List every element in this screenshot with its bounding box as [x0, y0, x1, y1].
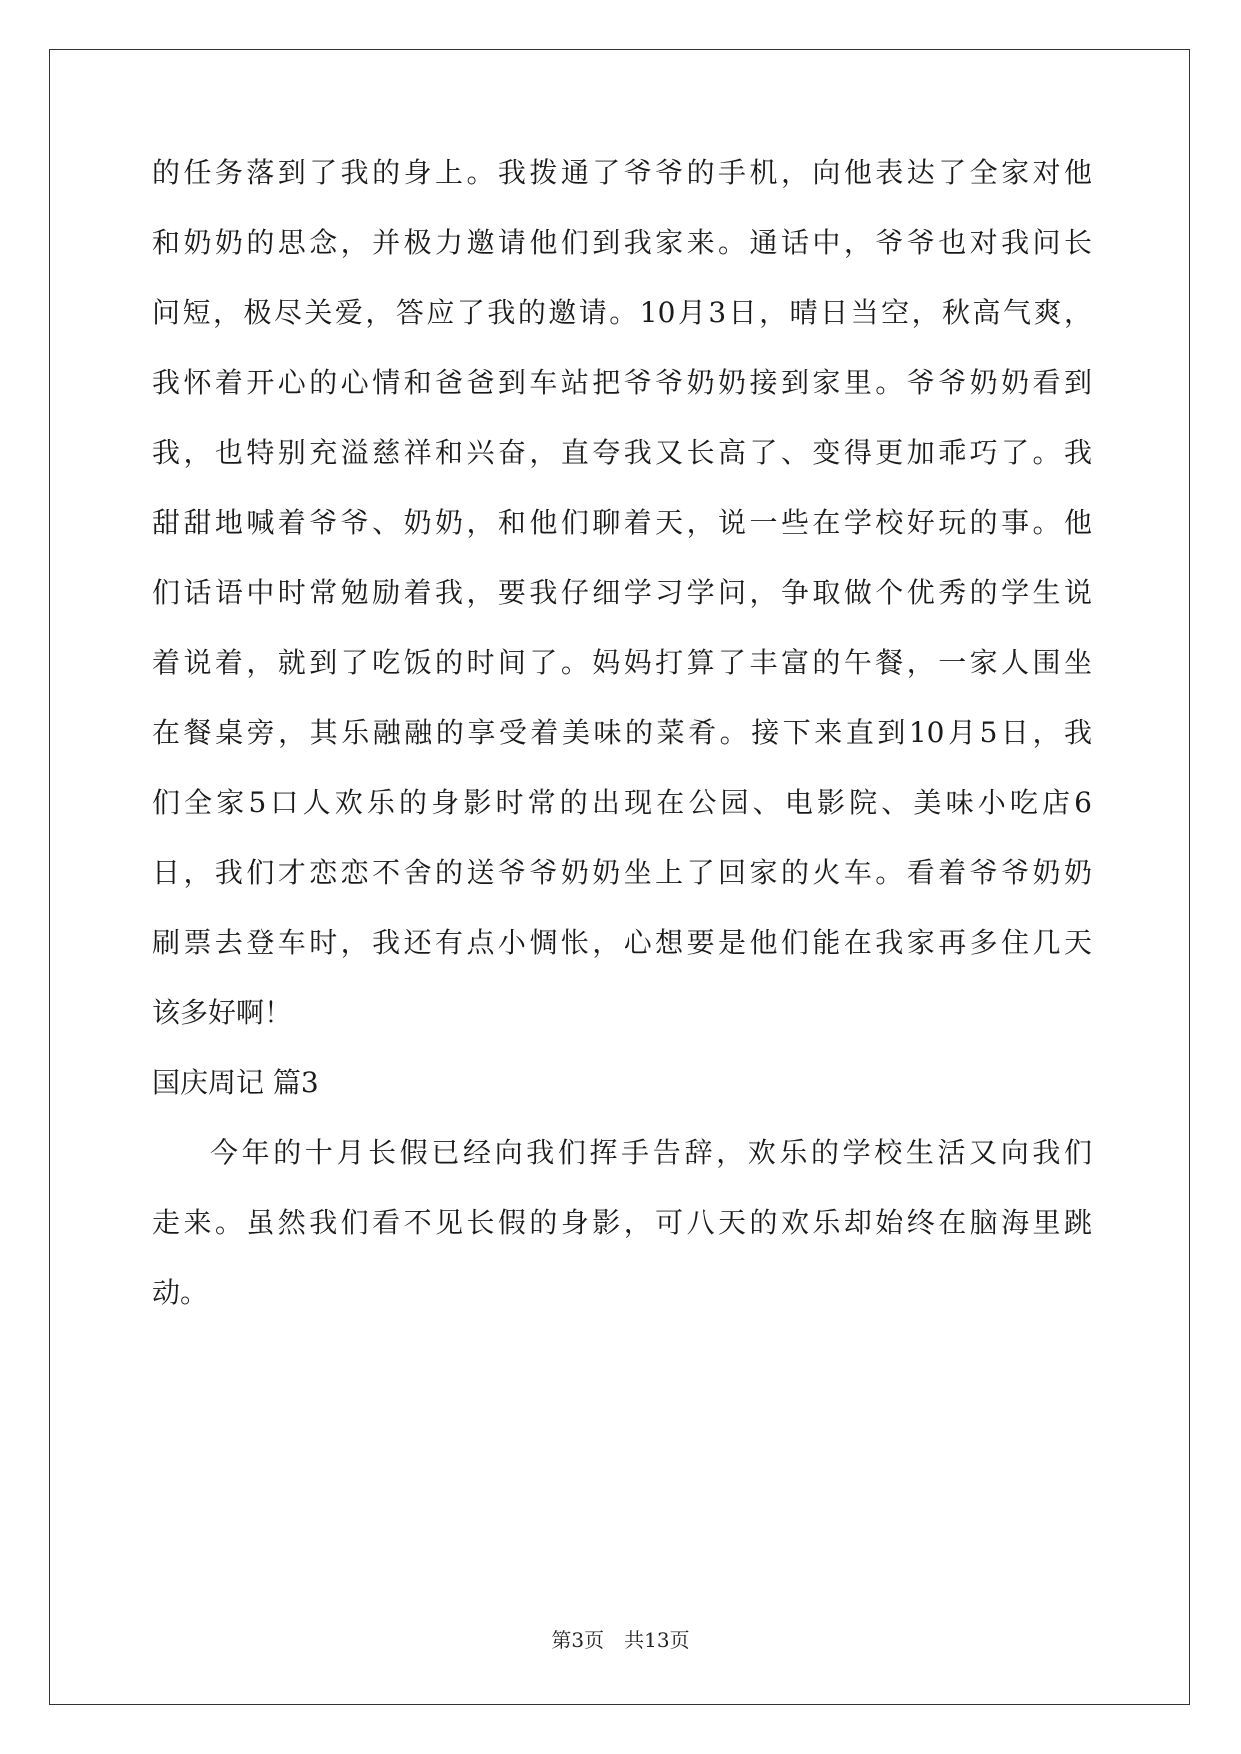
body-line: 着说着，就到了吃饭的时间了。妈妈打算了丰富的午餐，一家人围坐: [152, 646, 1092, 679]
body-line: 们话语中时常勉励着我，要我仔细学习学问，争取做个优秀的学生说: [152, 576, 1092, 609]
body-line: 和奶奶的思念，并极力邀请他们到我家来。通话中，爷爷也对我问长: [152, 226, 1092, 259]
section-line: 动。: [152, 1276, 209, 1309]
body-line: 甜甜地喊着爷爷、奶奶，和他们聊着天，说一些在学校好玩的事。他: [152, 506, 1092, 539]
body-line: 的任务落到了我的身上。我拨通了爷爷的手机，向他表达了全家对他: [152, 156, 1092, 189]
section-heading: 国庆周记 篇3: [152, 1066, 319, 1099]
body-line: 刷票去登车时，我还有点小惆怅，心想要是他们能在我家再多住几天: [152, 926, 1092, 959]
body-line: 们全家5口人欢乐的身影时常的出现在公园、电影院、美味小吃店6: [152, 786, 1092, 819]
body-line: 我怀着开心的心情和爸爸到车站把爷爷奶奶接到家里。爷爷奶奶看到: [152, 366, 1092, 399]
body-line: 日，我们才恋恋不舍的送爷爷奶奶坐上了回家的火车。看着爷爷奶奶: [152, 856, 1092, 889]
body-line: 问短，极尽关爱，答应了我的邀请。10月3日，晴日当空，秋高气爽，: [152, 296, 1092, 329]
section-line: 今年的十月长假已经向我们挥手告辞，欢乐的学校生活又向我们: [210, 1136, 1092, 1169]
body-line: 该多好啊！: [152, 996, 293, 1029]
page-number-footer: 第3页 共13页: [551, 1628, 690, 1652]
body-line: 我，也特别充溢慈祥和兴奋，直夸我又长高了、变得更加乖巧了。我: [152, 436, 1092, 469]
body-line: 在餐桌旁，其乐融融的享受着美味的菜肴。接下来直到10月5日，我: [152, 716, 1092, 749]
section-line: 走来。虽然我们看不见长假的身影，可八天的欢乐却始终在脑海里跳: [152, 1206, 1092, 1239]
